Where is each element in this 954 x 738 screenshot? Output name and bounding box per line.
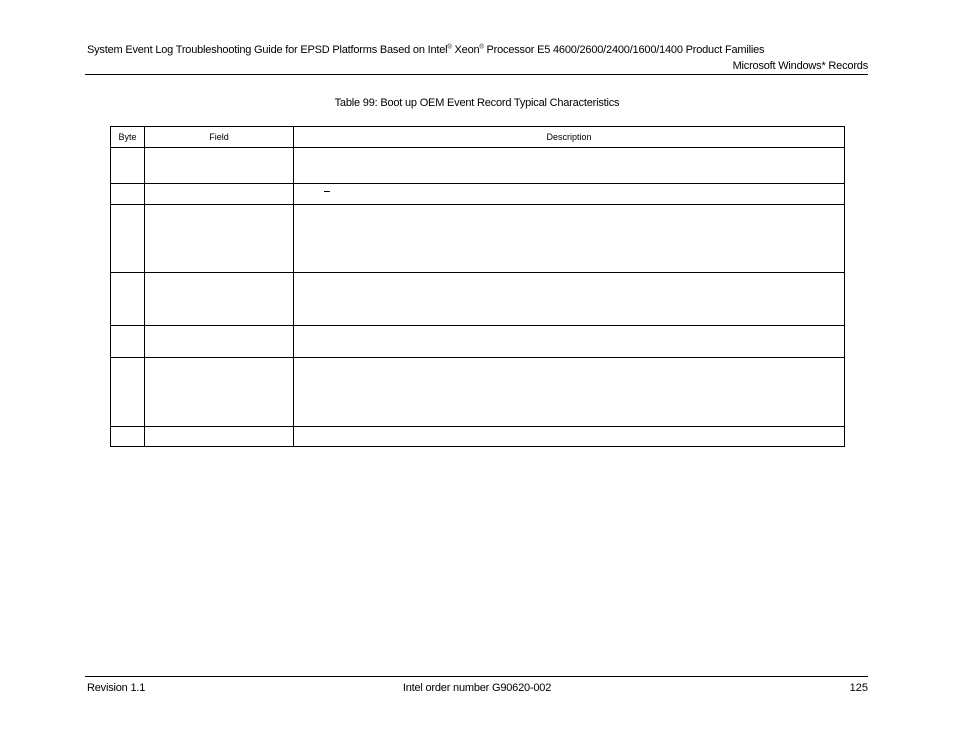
header-title-text-2: Xeon bbox=[451, 44, 480, 56]
table-cell bbox=[111, 184, 145, 205]
table-caption: Table 99: Boot up OEM Event Record Typical Characteristics bbox=[334, 97, 620, 109]
table-row bbox=[111, 273, 845, 326]
header-section-text-2: Records bbox=[825, 60, 868, 72]
footer-divider bbox=[85, 676, 868, 677]
table-cell bbox=[145, 184, 294, 205]
table-cell bbox=[111, 205, 145, 273]
event-record-table bbox=[110, 126, 845, 447]
header-title-text-1: System Event Log Troubleshooting Guide for EPSD Platforms Based on Intel bbox=[87, 44, 448, 56]
column-header-description: Description bbox=[294, 127, 845, 148]
table-cell bbox=[111, 148, 145, 184]
table-cell bbox=[145, 326, 294, 358]
footer-revision: Revision 1.1 bbox=[87, 682, 146, 694]
table-cell bbox=[111, 326, 145, 358]
column-header-field: Field bbox=[145, 127, 294, 148]
registered-mark: ® bbox=[479, 44, 484, 51]
table-cell bbox=[111, 273, 145, 326]
header-title-text-3: Processor E5 4600/2600/2400/1600/1400 Product Families bbox=[483, 44, 765, 56]
footer-order-number: Intel order number G90620-002 bbox=[402, 682, 552, 694]
table-cell bbox=[145, 205, 294, 273]
dash-mark bbox=[324, 191, 330, 192]
table-cell bbox=[145, 148, 294, 184]
table-cell bbox=[145, 358, 294, 427]
document-header-section bbox=[733, 60, 868, 72]
table-cell bbox=[294, 184, 845, 205]
table-cell bbox=[294, 427, 845, 447]
table-cell bbox=[145, 427, 294, 447]
table-row bbox=[111, 205, 845, 273]
trademark-mark: * bbox=[821, 60, 826, 72]
header-divider bbox=[85, 74, 868, 75]
column-header-byte: Byte bbox=[111, 127, 145, 148]
table-cell bbox=[294, 273, 845, 326]
table-cell bbox=[145, 273, 294, 326]
footer-page-number: 125 bbox=[849, 682, 868, 694]
table-cell bbox=[294, 148, 845, 184]
table-row bbox=[111, 326, 845, 358]
table-row bbox=[111, 184, 845, 205]
table-cell bbox=[111, 427, 145, 447]
table-row bbox=[111, 148, 845, 184]
table-cell bbox=[294, 326, 845, 358]
table-cell bbox=[294, 205, 845, 273]
table-cell bbox=[111, 358, 145, 427]
document-header-title bbox=[87, 44, 764, 56]
registered-mark: ® bbox=[447, 44, 452, 51]
header-section-text-1: Microsoft Windows bbox=[732, 60, 822, 72]
table-header-row bbox=[111, 127, 845, 148]
table-cell bbox=[294, 358, 845, 427]
table-row bbox=[111, 358, 845, 427]
table-row bbox=[111, 427, 845, 447]
